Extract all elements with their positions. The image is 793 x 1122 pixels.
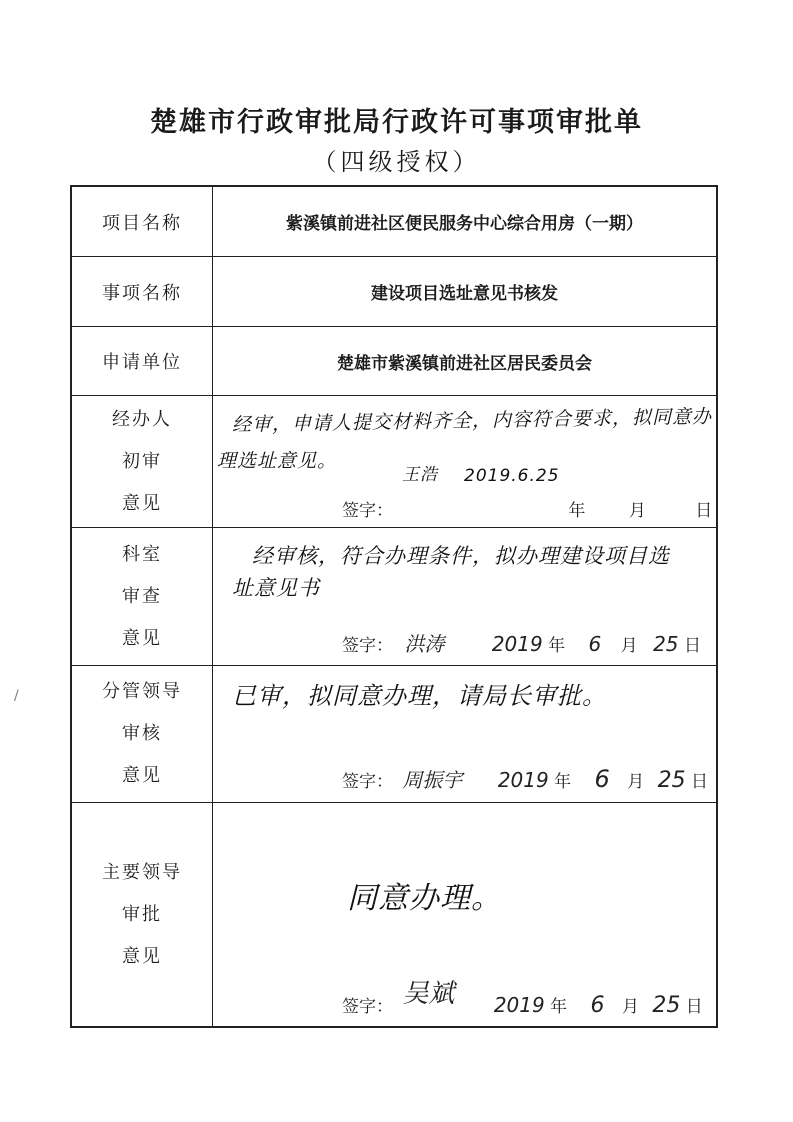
deputy-month: 月 bbox=[627, 772, 645, 792]
deputy-month-value: 6 bbox=[594, 765, 610, 793]
main-sign-line bbox=[342, 979, 703, 1020]
row-deputy-review bbox=[72, 666, 716, 803]
main-label-line-3: 意见 bbox=[122, 945, 162, 967]
main-month-value: 6 bbox=[590, 993, 605, 1018]
deputy-label-line-2: 审核 bbox=[122, 723, 162, 744]
row-project bbox=[72, 187, 716, 257]
initial-handwritten-signature: 王浩 bbox=[402, 465, 438, 485]
deputy-day-value: 25 bbox=[657, 768, 686, 793]
initial-handwritten-line-1: 经审，申请人提交材料齐全，内容符合要求，拟同意办 bbox=[231, 405, 713, 436]
section-label-line-3: 意见 bbox=[122, 627, 162, 649]
matter-name-value: 建设项目选址意见书核发 bbox=[371, 284, 558, 304]
initial-handwritten-line-2: 理选址意见。 bbox=[217, 450, 338, 472]
section-label-line-2: 审查 bbox=[122, 585, 162, 607]
section-signature: 洪涛 bbox=[404, 632, 445, 656]
row-initial-review bbox=[72, 396, 716, 528]
initial-label-line-2: 初审 bbox=[122, 450, 162, 472]
section-sign-line bbox=[342, 628, 701, 657]
project-name-label: 项目名称 bbox=[72, 187, 213, 256]
deputy-sign-line bbox=[342, 764, 708, 793]
initial-sign-label: 签字： bbox=[342, 501, 393, 521]
row-section-review bbox=[72, 528, 716, 666]
deputy-handwritten-line-1: 已审，拟同意办理，请局长审批。 bbox=[232, 682, 607, 710]
section-day-value: 25 bbox=[653, 632, 679, 656]
approval-form bbox=[70, 185, 718, 1028]
main-day: 日 bbox=[685, 997, 703, 1017]
deputy-label-line-3: 意见 bbox=[122, 765, 162, 786]
main-month: 月 bbox=[621, 997, 639, 1017]
initial-month: 月 bbox=[628, 501, 646, 521]
main-label-line-2: 审批 bbox=[122, 903, 162, 925]
initial-handwritten-date: 2019.6.25 bbox=[464, 466, 560, 486]
deputy-year: 年 bbox=[554, 772, 572, 792]
main-year: 年 bbox=[550, 997, 568, 1017]
section-sign-label: 签字： bbox=[342, 636, 393, 656]
initial-label-line-1: 经办人 bbox=[112, 408, 172, 430]
row-matter bbox=[72, 257, 716, 327]
main-signature: 吴斌 bbox=[402, 979, 455, 1009]
section-label-line-1: 科室 bbox=[122, 543, 162, 565]
section-day: 日 bbox=[683, 636, 701, 656]
margin-mark: / bbox=[14, 688, 19, 704]
row-main-approval bbox=[72, 803, 716, 1026]
main-handwritten-line-1: 同意办理。 bbox=[347, 881, 502, 916]
main-day-value: 25 bbox=[652, 993, 681, 1018]
initial-sign-line bbox=[342, 496, 712, 521]
main-label-line-1: 主要领导 bbox=[102, 861, 182, 883]
initial-year: 年 bbox=[568, 501, 586, 521]
initial-review-label bbox=[72, 396, 213, 527]
project-name-value: 紫溪镇前进社区便民服务中心综合用房（一期） bbox=[286, 214, 643, 234]
applicant-label: 申请单位 bbox=[72, 327, 213, 395]
deputy-review-label bbox=[72, 666, 213, 802]
deputy-year-value: 2019 bbox=[497, 768, 549, 792]
main-year-value: 2019 bbox=[493, 993, 545, 1017]
initial-label-line-3: 意见 bbox=[122, 492, 162, 514]
section-handwritten-line-2: 址意见书 bbox=[232, 576, 320, 600]
initial-day: 日 bbox=[695, 501, 713, 521]
row-applicant bbox=[72, 327, 716, 396]
deputy-signature: 周振宇 bbox=[402, 768, 463, 792]
main-sign-label: 签字： bbox=[342, 997, 393, 1017]
main-approval-label bbox=[72, 803, 213, 1026]
section-year: 年 bbox=[548, 636, 566, 656]
document-title: 楚雄市行政审批局行政许可事项审批单 bbox=[150, 107, 643, 138]
deputy-day: 日 bbox=[691, 772, 709, 792]
deputy-sign-label: 签字： bbox=[342, 772, 393, 792]
deputy-label-line-1: 分管领导 bbox=[102, 681, 182, 702]
applicant-value: 楚雄市紫溪镇前进社区居民委员会 bbox=[337, 353, 592, 374]
section-handwritten-line-1: 经审核，符合办理条件，拟办理建设项目选 bbox=[252, 544, 670, 568]
section-year-value: 2019 bbox=[491, 632, 543, 656]
section-month-value: 6 bbox=[588, 632, 602, 656]
section-review-label bbox=[72, 528, 213, 665]
section-month: 月 bbox=[620, 636, 638, 656]
matter-name-label: 事项名称 bbox=[72, 257, 213, 326]
document-subtitle: （四级授权） bbox=[312, 148, 481, 176]
